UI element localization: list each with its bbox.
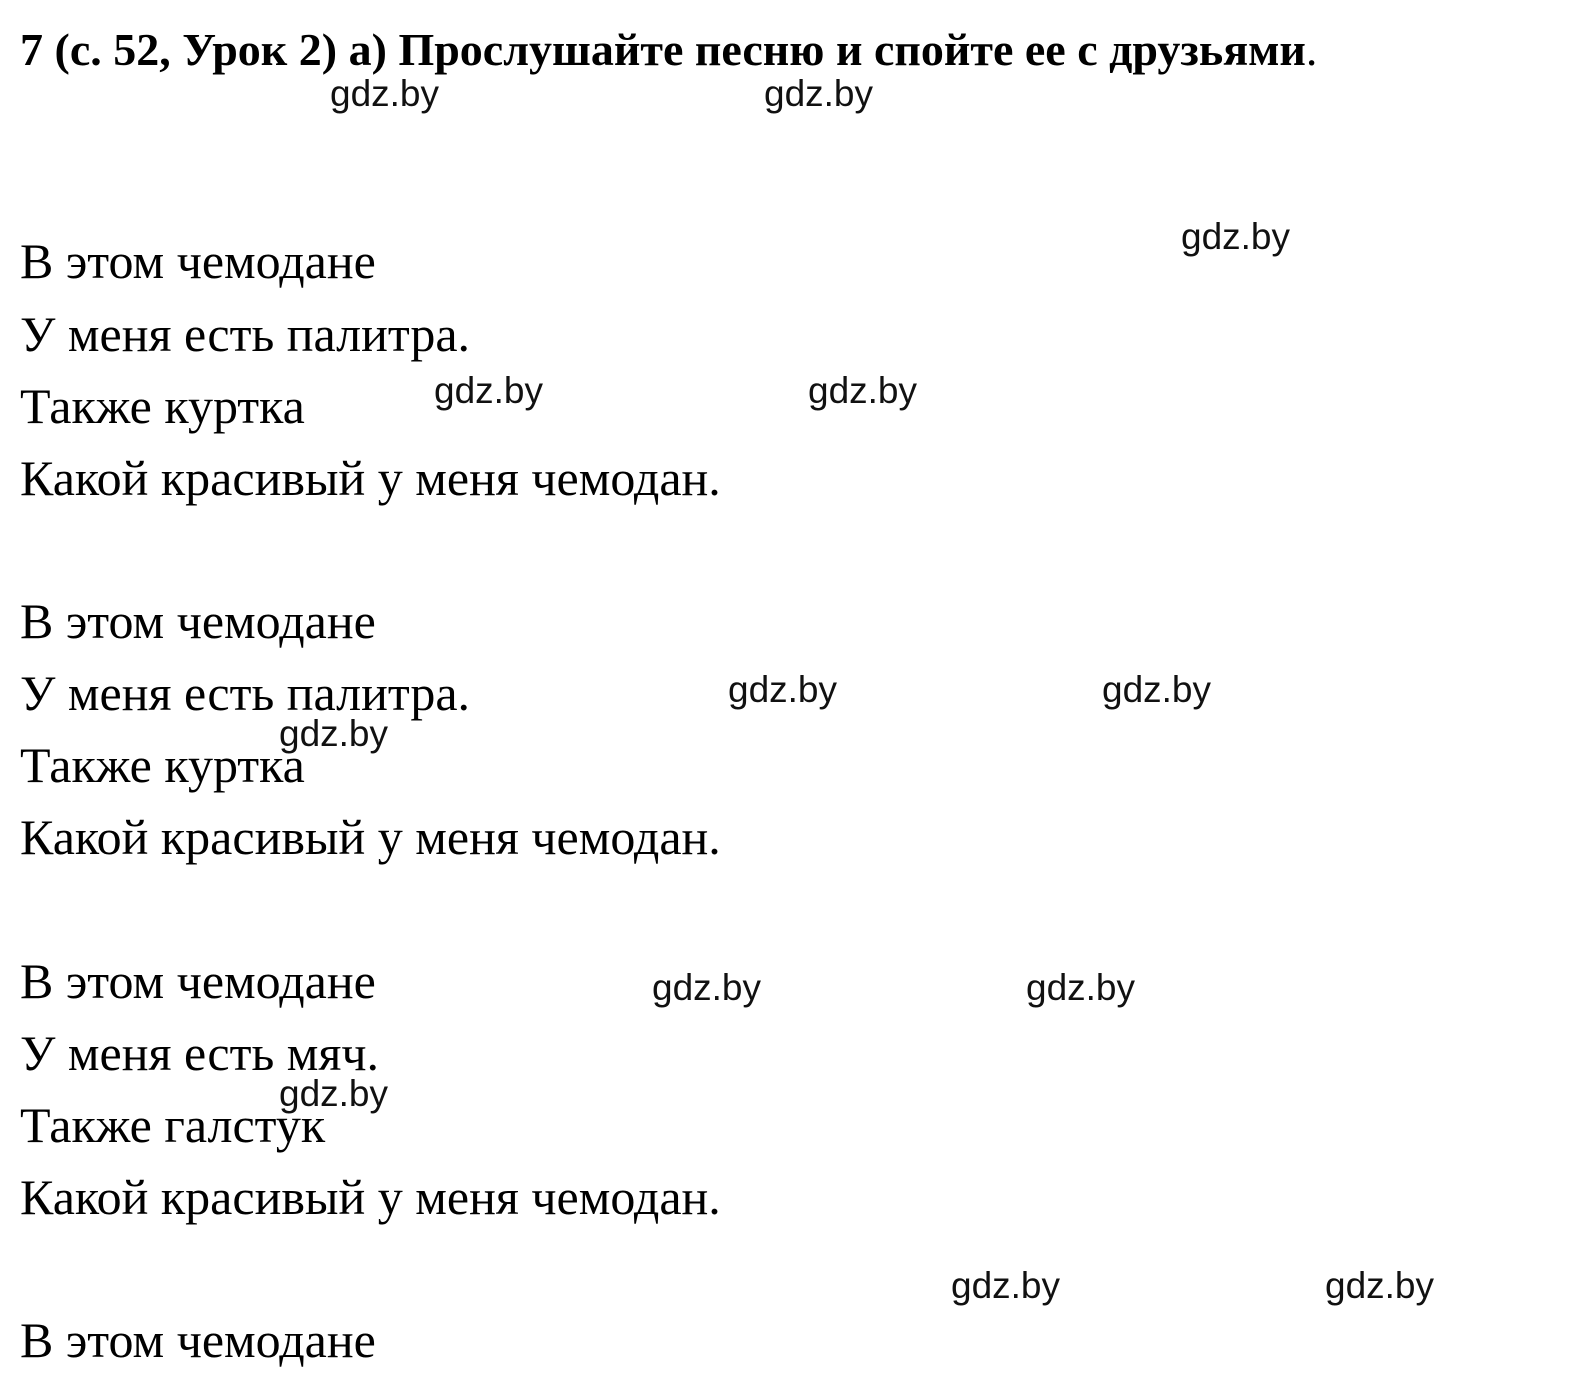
verse-2-line-3: Также куртка [20, 737, 305, 793]
watermark: gdz.by [808, 370, 918, 411]
watermark: gdz.by [764, 73, 874, 114]
watermark: gdz.by [1181, 216, 1291, 257]
watermark: gdz.by [1325, 1265, 1435, 1306]
watermark: gdz.by [330, 73, 440, 114]
task-heading-period: . [1305, 24, 1318, 75]
watermark: gdz.by [1102, 669, 1212, 710]
verse-1-line-2: У меня есть палитра. [20, 306, 471, 362]
verse-1-line-3: Также куртка [20, 378, 305, 434]
verse-2-line-2: У меня есть палитра. [20, 665, 471, 721]
verse-1-line-1: В этом чемодане [20, 233, 376, 289]
watermark: gdz.by [1026, 967, 1136, 1008]
verse-1-line-4: Какой красивый у меня чемодан. [20, 450, 721, 506]
watermark: gdz.by [652, 967, 762, 1008]
watermark: gdz.by [279, 1073, 389, 1114]
verse-4-line-1: В этом чемодане [20, 1312, 376, 1368]
watermark: gdz.by [434, 370, 544, 411]
verse-3-line-4: Какой красивый у меня чемодан. [20, 1169, 721, 1225]
task-heading-text: 7 (с. 52, Урок 2) а) Прослушайте песню и спойте ее с друзьями [20, 24, 1306, 75]
watermark: gdz.by [279, 713, 389, 754]
watermark: gdz.by [728, 669, 838, 710]
verse-2-line-4: Какой красивый у меня чемодан. [20, 809, 721, 865]
verse-3-line-1: В этом чемодане [20, 953, 376, 1009]
verse-2-line-1: В этом чемодане [20, 593, 376, 649]
verse-3-line-3: Также галстук [20, 1097, 326, 1153]
verse-3-line-2: У меня есть мяч. [20, 1025, 380, 1081]
watermark: gdz.by [951, 1265, 1061, 1306]
